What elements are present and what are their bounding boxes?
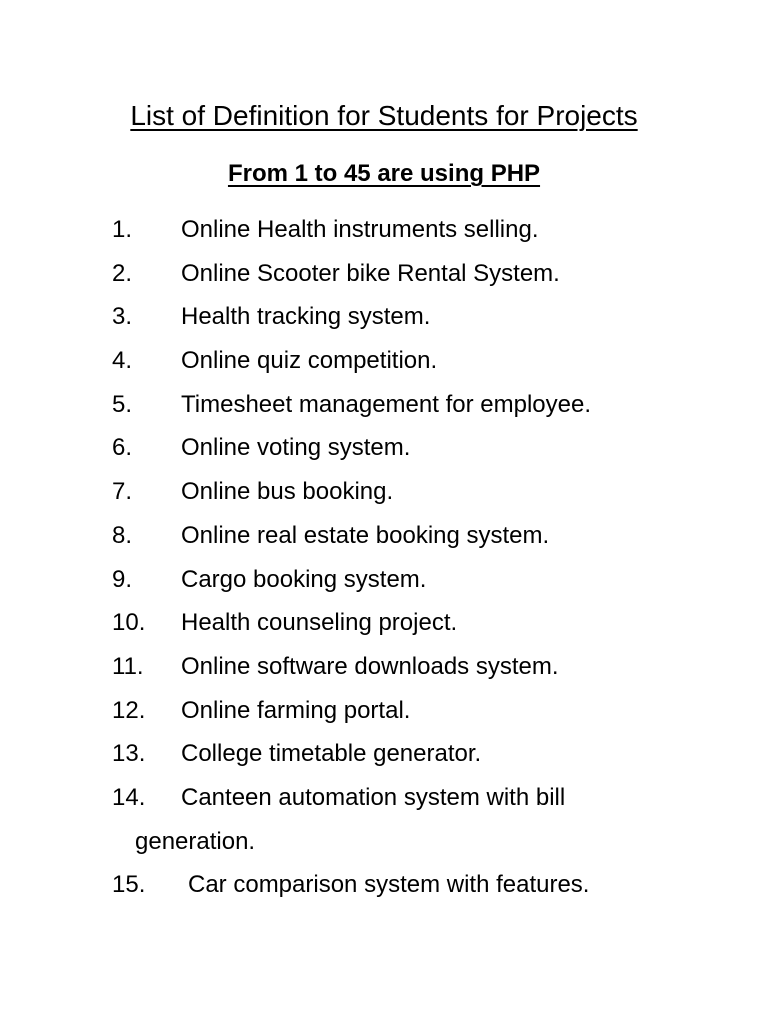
project-list [112,208,732,907]
list-item [112,208,732,252]
item-text: Car comparison system with features. [188,871,590,899]
list-item-first-line [112,776,732,820]
list-item [112,514,732,558]
item-number: 11. [112,652,144,680]
list-item [112,295,732,339]
item-number: 4. [112,347,133,375]
list-item [112,383,732,427]
list-item [112,601,732,645]
item-text: College timetable generator. [181,740,482,768]
list-item [112,689,732,733]
document-title: List of Definition for Students for Projects [130,100,638,131]
list-item [112,252,732,296]
item-text: Canteen automation system with bill [181,783,566,811]
item-text: Health tracking system. [181,303,431,331]
list-item [112,339,732,383]
list-item [112,732,732,776]
item-number: 5. [112,390,133,418]
item-number: 7. [112,478,133,506]
item-number: 10. [112,609,146,637]
item-text: Online software downloads system. [181,652,559,680]
item-number: 6. [112,434,133,462]
item-text: Cargo booking system. [181,565,427,593]
list-item [112,863,732,907]
item-number: 13. [112,740,146,768]
item-text: Online Health instruments selling. [181,216,539,243]
list-item [112,426,732,470]
item-number: 9. [112,565,133,593]
item-text: Online bus booking. [181,478,394,506]
list-item [112,558,732,602]
item-number: 12. [112,696,146,724]
item-text: Timesheet management for employee. [181,390,591,418]
item-text: Online quiz competition. [181,347,438,375]
item-text: Online voting system. [181,434,411,462]
list-item [112,645,732,689]
list-item [112,470,732,514]
item-number: 15. [112,871,146,899]
item-text-continuation: generation. [135,827,256,855]
item-number: 14. [112,783,146,811]
item-number: 3. [112,303,133,331]
item-text: Online real estate booking system. [181,521,550,549]
item-text: Online farming portal. [181,696,411,724]
item-number: 2. [112,259,133,287]
item-text: Health counseling project. [181,609,458,637]
item-text: Online Scooter bike Rental System. [181,259,560,287]
item-number: 8. [112,521,133,549]
list-item [112,776,732,863]
item-number: 1. [112,216,133,243]
document-subtitle: From 1 to 45 are using PHP [227,160,541,187]
